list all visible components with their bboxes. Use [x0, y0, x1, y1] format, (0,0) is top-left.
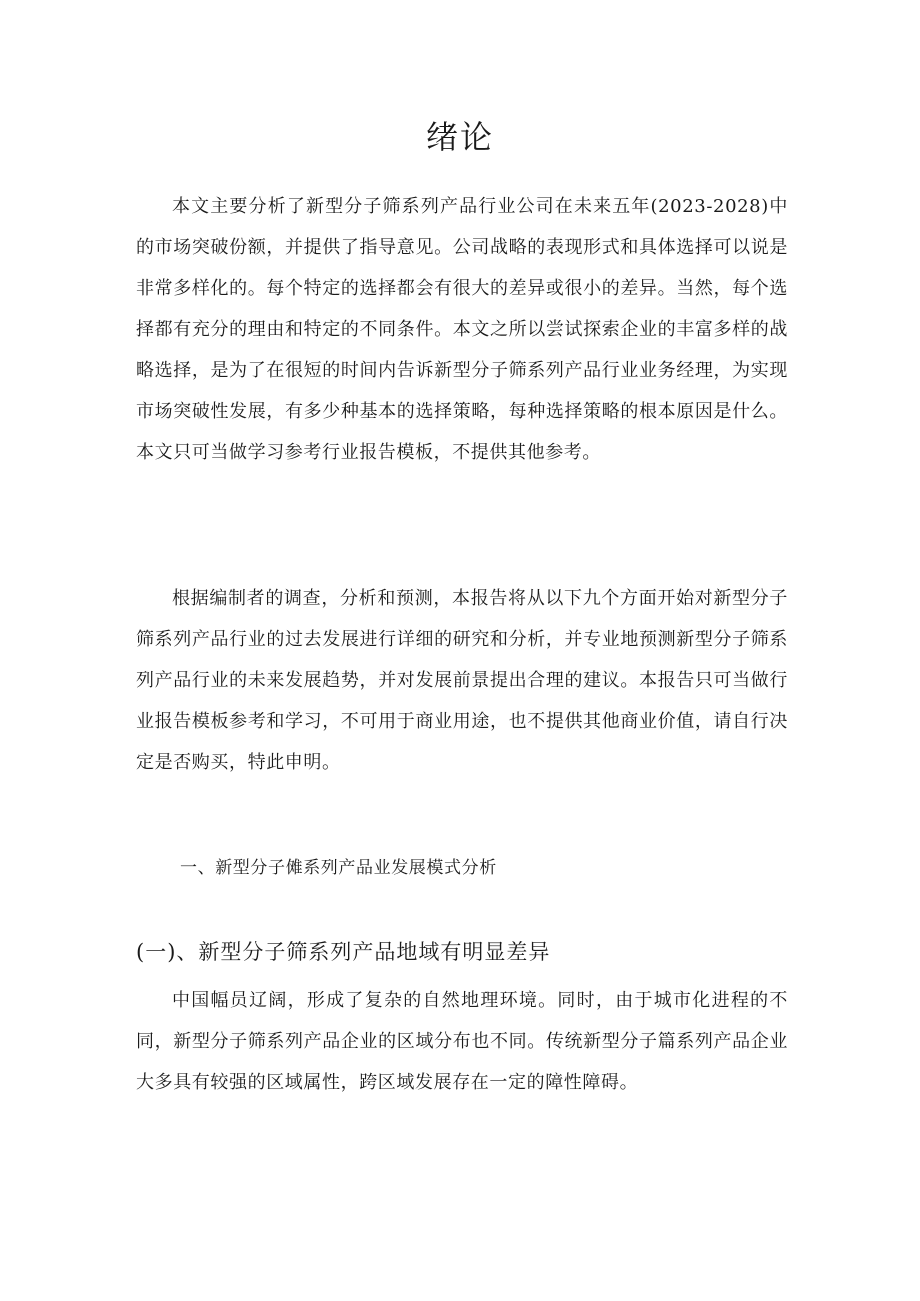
- section-heading: 一、新型分子傩系列产品业发展模式分析: [180, 858, 497, 878]
- subsection-paragraph: 中国幅员辽阔，形成了复杂的自然地理环境。同时，由于城市化进程的不同，新型分子筛系列产品企业的区域分布也不同。传统新型分子篇系列产品企业大多具有较强的区域属性，跨区域发展存在一定的障性障碍。: [136, 990, 788, 1093]
- subsection-heading: (一)、新型分子筛系列产品地域有明显差异: [136, 940, 551, 964]
- intro-paragraph-1: 本文主要分析了新型分子筛系列产品行业公司在未来五年(2023-2028)中的市场突破份额，并提供了指导意见。公司战略的表现形式和具体选择可以说是非常多样化的。每个特定的选择都会有很大的差异或很小的差异。当然，每个选择都有充分的理由和特定的不同条件。本文之所以尝试探索企业的丰富多样的战略选择，是为了在很短的时间内告诉新型分子筛系列产品行业业务经理，为实现市场突破性发展，有多少种基本的选择策略，每种选择策略的根本原因是什么。本文只可当做学习参考行业报告模板，不提供其他参考。: [136, 196, 788, 463]
- intro-paragraph-2: 根据编制者的调查，分析和预测，本报告将从以下九个方面开始对新型分子筛系列产品行业的过去发展进行详细的研究和分析，并专业地预测新型分子筛系列产品行业的未来发展趋势，并对发展前景提出合理的建议。本报告只可当做行业报告模板参考和学习，不可用于商业用途，也不提供其他商业价值，请自行决定是否购买，特此申明。: [136, 588, 788, 773]
- page-title: 绪论: [425, 118, 494, 156]
